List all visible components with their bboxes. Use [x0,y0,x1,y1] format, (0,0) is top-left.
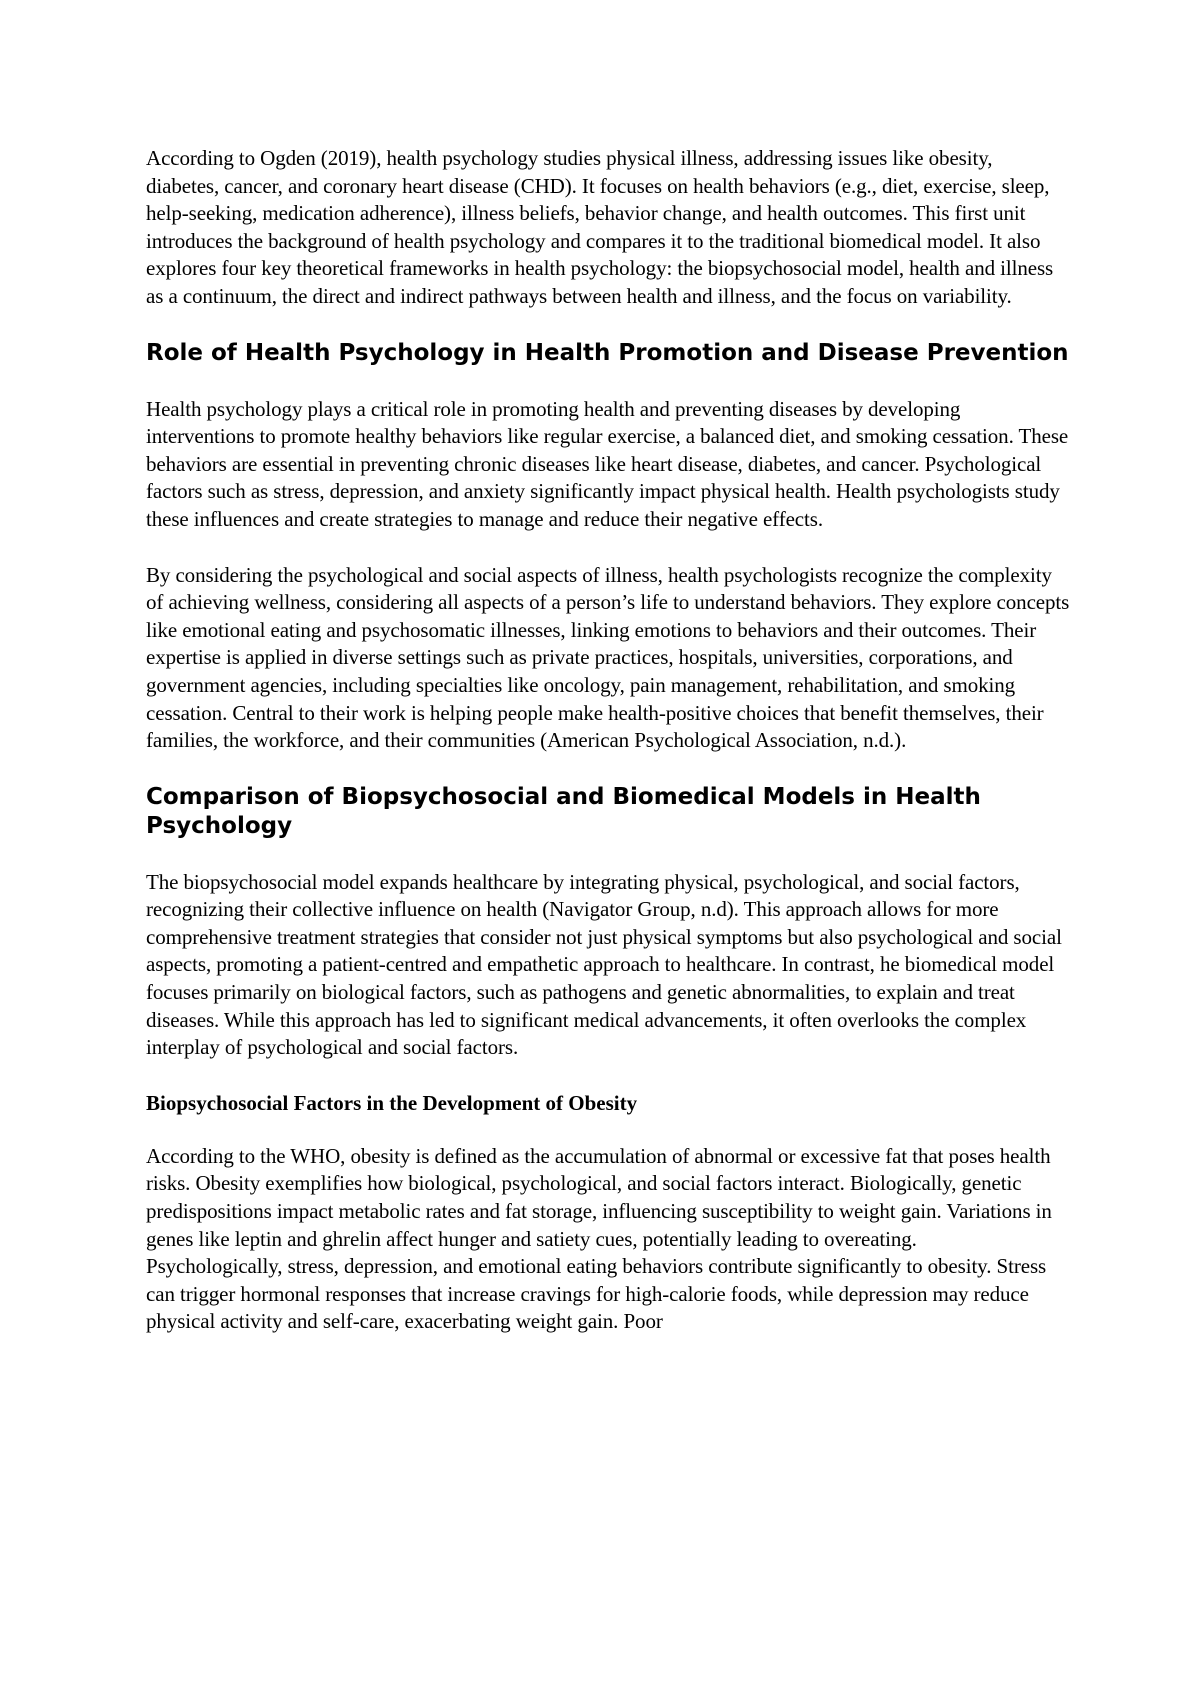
intro-paragraph: According to Ogden (2019), health psychology studies physical illness, addressing issues like obesity, diabetes, cancer, and coronary heart disease (CHD). It focuses on health behaviors (e.g., diet, exercise, sleep, help-seeking, medication adherence), illness beliefs, behavior change, and health outcomes. This first unit introduces the background of health psychology and compares it to the traditional biomedical model. It also explores four key theoretical frameworks in health psychology: the biopsychosocial model, health and illness as a continuum, the direct and indirect pathways between health and illness, and the focus on variability. [146,146,1054,308]
subsection-heading-obesity: Biopsychosocial Factors in the Development of Obesity [146,1090,638,1115]
body-paragraph: By considering the psychological and social aspects of illness, health psychologists recognize the complexity of achieving wellness, considering all aspects of a person’s life to understand behaviors. They explore concepts like emotional eating and psychosomatic illnesses, linking emotions to behaviors and their outcomes. Their expertise is applied in diverse settings such as private practices, hospitals, universities, corporations, and government agencies, including specialties like oncology, pain management, rehabilitation, and smoking cessation. Central to their work is helping people make health-positive choices that benefit themselves, their families, the workforce, and their communities (American Psychological Association, n.d.). [146,562,1070,753]
body-paragraph: According to the WHO, obesity is defined as the accumulation of abnormal or excessive fat that poses health risks. Obesity exemplifies how biological, psychological, and social factors interact. Biologically, genetic predispositions impact metabolic rates and fat storage, influencing susceptibility to weight gain. Variations in genes like leptin and ghrelin affect hunger and satiety cues, potentially leading to overeating. [146,1143,1052,1251]
body-paragraph: Health psychology plays a critical role in promoting health and preventing diseases by developing interventions to promote healthy behaviors like regular exercise, a balanced diet, and smoking cessation. These behaviors are essential in preventing chronic diseases like heart disease, diabetes, and cancer. Psychological factors such as stress, depression, and anxiety significantly impact physical health. Health psychologists study these influences and create strategies to manage and reduce their negative effects. [146,396,1069,531]
section-heading-health-promotion: Role of Health Psychology in Health Promotion and Disease Prevention [146,339,1069,366]
body-paragraph: Psychologically, stress, depression, and emotional eating behaviors contribute significantly to obesity. Stress can trigger hormonal responses that increase cravings for high-calorie foods, while depression may reduce physical activity and self-care, exacerbating weight gain. Poor [146,1254,1047,1334]
body-paragraph: The biopsychosocial model expands healthcare by integrating physical, psychological, and social factors, recognizing their collective influence on health (Navigator Group, n.d). This approach allows for more comprehensive treatment strategies that consider not just physical symptoms but also psychological and social aspects, promoting a patient-centred and empathetic approach to healthcare. In contrast, he biomedical model focuses primarily on biological factors, such as pathogens and genetic abnormalities, to explain and treat diseases. While this approach has led to significant medical advancements, it often overlooks the complex interplay of psychological and social factors. [146,869,1062,1060]
section-heading-model-comparison: Comparison of Biopsychosocial and Biomedical Models in Health Psychology [146,783,981,839]
